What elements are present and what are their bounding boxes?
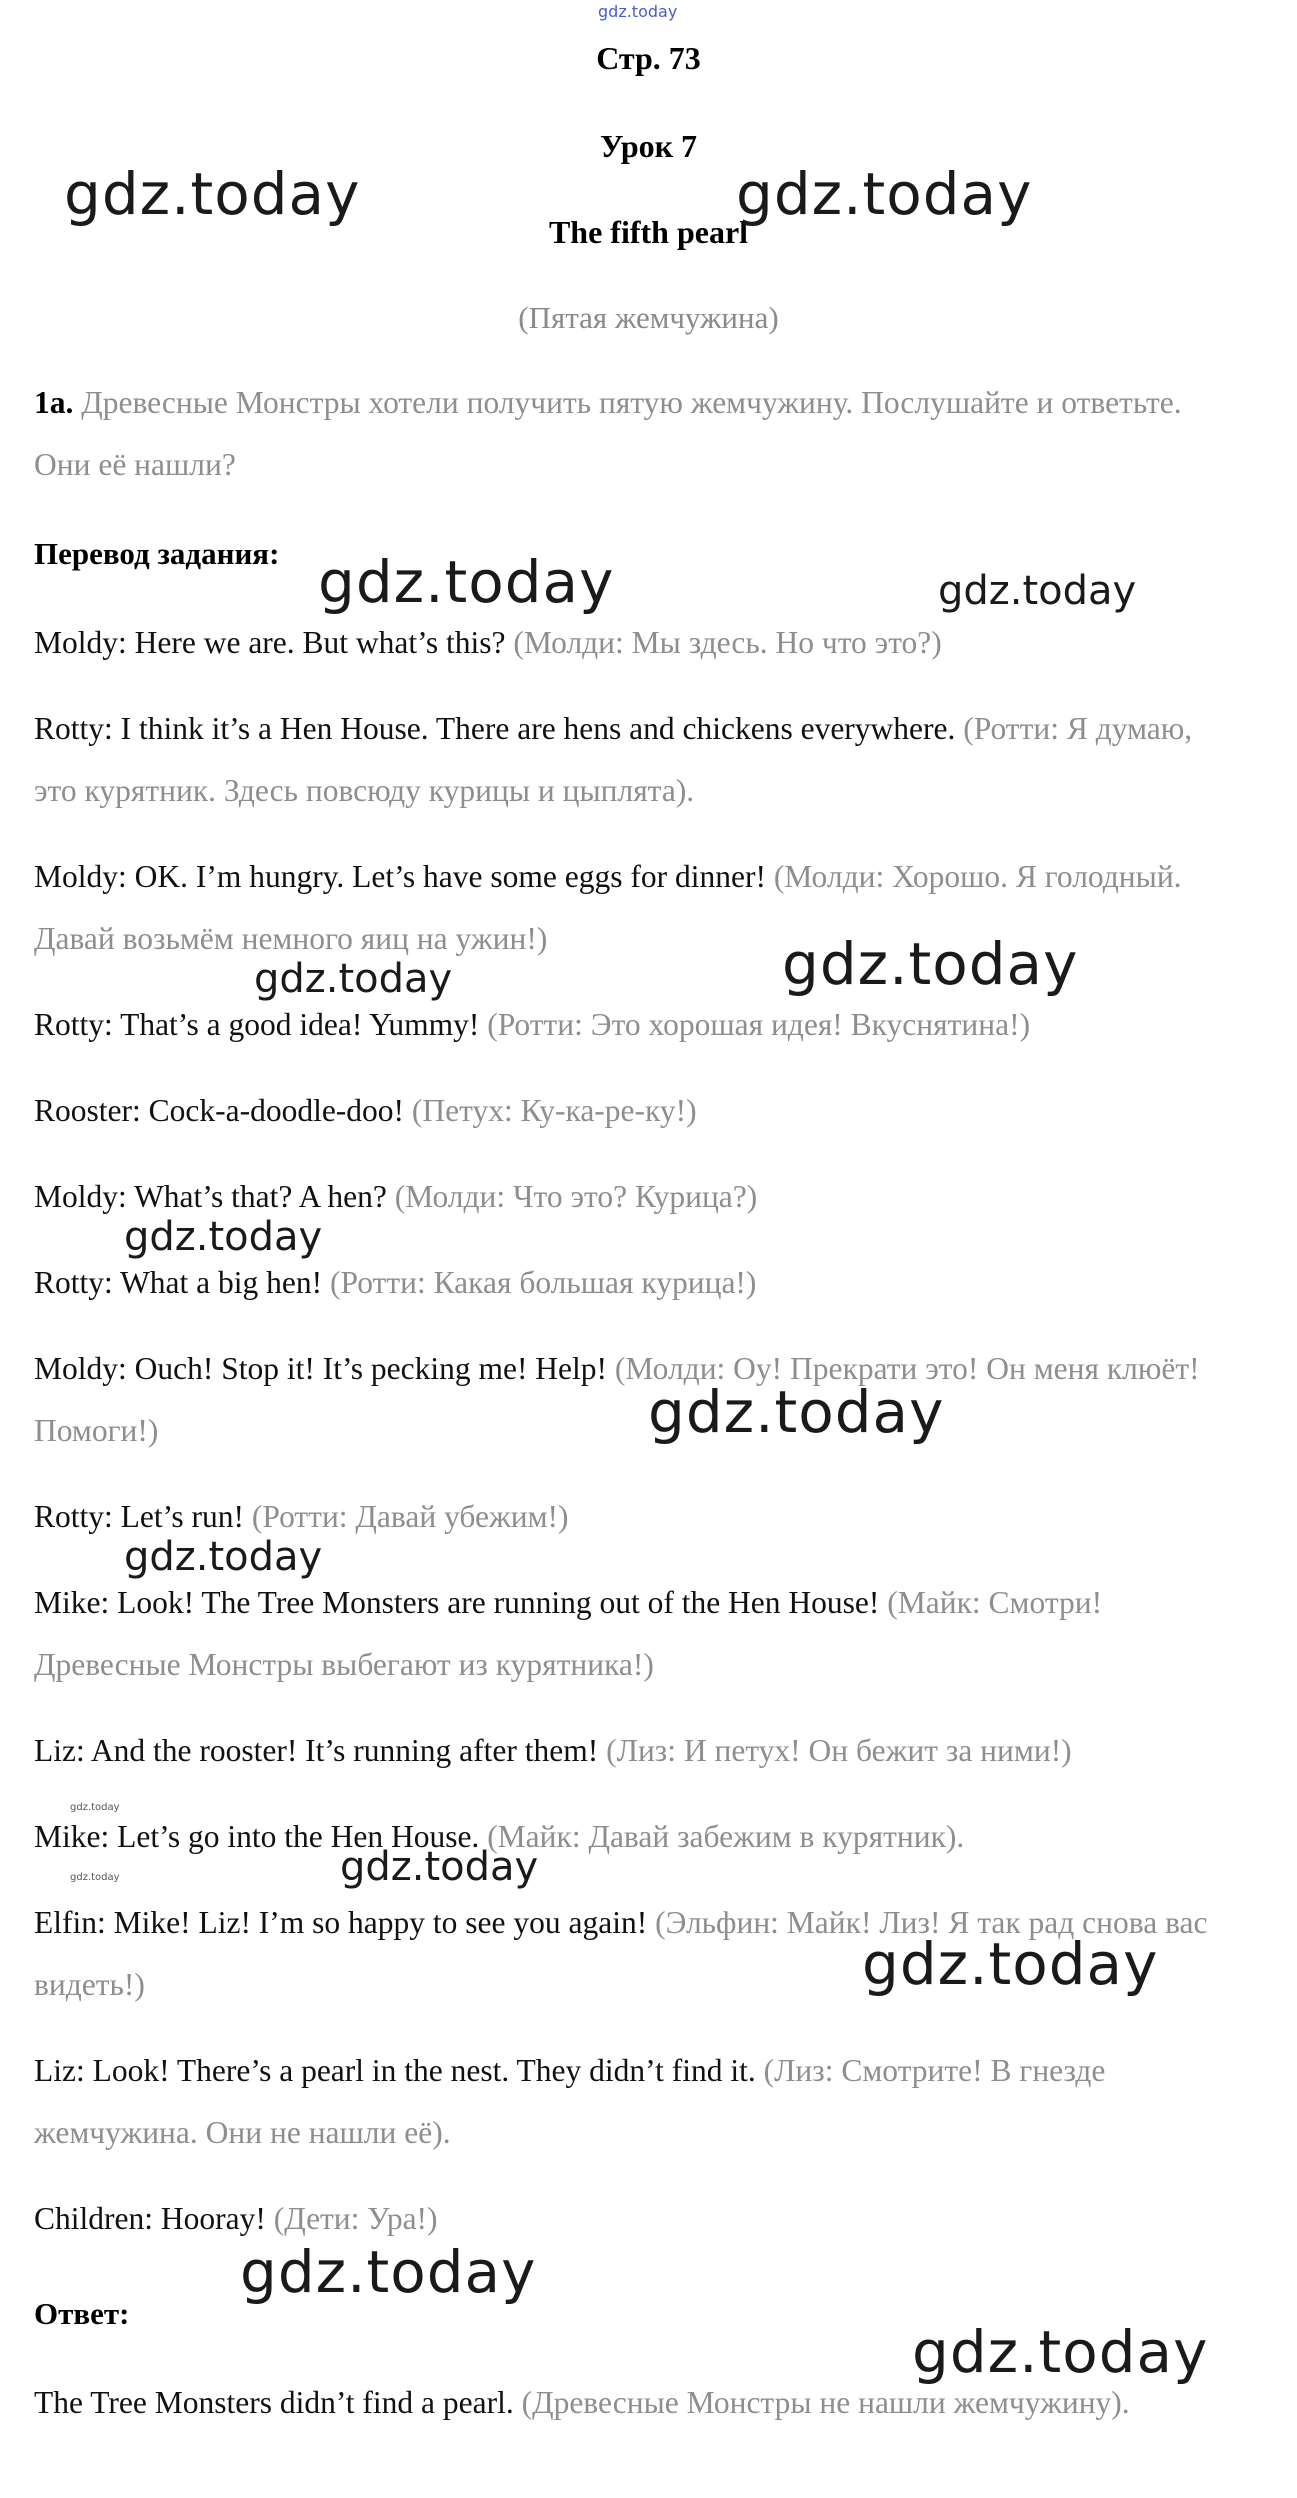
dialogue-line	[34, 1338, 1234, 1462]
line-russian: (Молди: Хорошо. Я голодный. Давай возьмём немного яиц на ужин!)	[34, 859, 1182, 956]
translation-label: Перевод задания:	[34, 536, 280, 571]
line-english: Moldy: Ouch! Stop it! It’s pecking me! Help!	[34, 1351, 615, 1386]
line-russian: (Эльфин: Майк! Лиз! Я так рад снова вас видеть!)	[34, 1905, 1208, 2002]
line-english: Rotty: What a big hen!	[34, 1265, 330, 1300]
dialogue-line	[34, 1252, 1234, 1314]
line-english: Rotty: I think it’s a Hen House. There are hens and chickens everywhere.	[34, 711, 964, 746]
watermark: gdz.today	[912, 2318, 1209, 2386]
line-russian: (Петух: Ку-ка-ре-ку!)	[411, 1093, 697, 1128]
dialogue-line	[34, 2188, 1234, 2250]
dialogue-line	[34, 1080, 1234, 1142]
line-russian: (Лиз: Смотрите! В гнезде жемчужина. Они не нашли её).	[34, 2053, 1106, 2150]
line-russian: (Молди: Что это? Курица?)	[394, 1179, 758, 1214]
watermark: gdz.today	[782, 930, 1079, 998]
line-english: Moldy: Here we are. But what’s this?	[34, 625, 514, 660]
watermark: gdz.today	[938, 568, 1137, 614]
dialogue-line	[34, 994, 1234, 1056]
task-paragraph	[34, 372, 1234, 496]
line-russian: (Ротти: Давай убежим!)	[251, 1499, 569, 1534]
line-russian: (Ротти: Я думаю, это курятник. Здесь повсюду курицы и цыплята).	[34, 711, 1193, 808]
watermark: gdz.today	[64, 160, 361, 228]
dialogue-line	[34, 612, 1234, 674]
page-number: Стр. 73	[596, 40, 701, 76]
dialogue-line	[34, 2040, 1234, 2164]
lesson-title: The fifth pearl	[548, 214, 749, 250]
top-watermark: gdz.today	[598, 2, 678, 21]
task-number: 1a.	[34, 385, 74, 420]
watermark: gdz.today	[648, 1378, 945, 1446]
watermark: gdz.today	[862, 1930, 1159, 1998]
watermark: gdz.today	[240, 2238, 537, 2306]
watermark: gdz.today	[736, 160, 1033, 228]
line-english: Liz: And the rooster! It’s running after them!	[34, 1733, 607, 1768]
line-english: Elfin: Mike! Liz! I’m so happy to see you again!	[34, 1905, 656, 1940]
line-russian: (Ротти: Какая большая курица!)	[330, 1265, 757, 1300]
dialogue-line	[34, 698, 1234, 822]
line-russian: (Лиз: И петух! Он бежит за ними!)	[606, 1733, 1072, 1768]
line-english: Rooster: Cock-a-doodle-doo!	[34, 1093, 412, 1128]
lesson-subtitle: (Пятая жемчужина)	[518, 300, 779, 335]
line-english: Moldy: What’s that? A hen?	[34, 1179, 395, 1214]
watermark: gdz.today	[340, 1844, 539, 1890]
task-text: Древесные Монстры хотели получить пятую жемчужину. Послушайте и ответьте. Они её нашли?	[34, 385, 1182, 482]
answer-russian: (Древесные Монстры не нашли жемчужину).	[521, 2385, 1130, 2420]
line-english: Mike: Let’s go into the Hen House.	[34, 1819, 488, 1854]
line-english: Children: Hooray!	[34, 2201, 274, 2236]
watermark: gdz.today	[124, 1214, 323, 1260]
watermark: gdz.today	[70, 1872, 120, 1883]
dialogue-line	[34, 1720, 1234, 1782]
watermark: gdz.today	[124, 1534, 323, 1580]
watermark: gdz.today	[318, 548, 615, 616]
watermark: gdz.today	[254, 956, 453, 1002]
line-russian: (Ротти: Это хорошая идея! Вкуснятина!)	[487, 1007, 1031, 1042]
line-russian: (Майк: Давай забежим в курятник).	[487, 1819, 965, 1854]
line-russian: (Майк: Смотри! Древесные Монстры выбегают из курятника!)	[34, 1585, 1103, 1682]
line-russian: (Молди: Мы здесь. Но что это?)	[513, 625, 942, 660]
line-english: Rotty: That’s a good idea! Yummy!	[34, 1007, 488, 1042]
watermark: gdz.today	[70, 1802, 120, 1813]
line-english: Rotty: Let’s run!	[34, 1499, 252, 1534]
line-english: Mike: Look! The Tree Monsters are running out of the Hen House!	[34, 1585, 888, 1620]
dialogue-line	[34, 1572, 1234, 1696]
answer-english: The Tree Monsters didn’t find a pearl.	[34, 2385, 522, 2420]
lesson-heading: Урок 7	[599, 128, 698, 164]
line-russian: (Молди: Оу! Прекрати это! Он меня клюёт! Помоги!)	[34, 1351, 1200, 1448]
dialogue-line	[34, 1806, 1234, 1868]
line-english: Liz: Look! There’s a pearl in the nest. They didn’t find it.	[34, 2053, 764, 2088]
line-russian: (Дети: Ура!)	[273, 2201, 438, 2236]
answer-label: Ответ:	[34, 2296, 130, 2331]
line-english: Moldy: OK. I’m hungry. Let’s have some eggs for dinner!	[34, 859, 774, 894]
